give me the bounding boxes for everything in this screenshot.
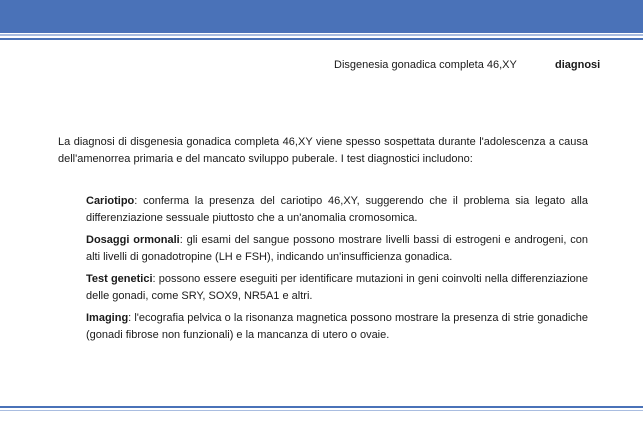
test-description: : l'ecografia pelvica o la risonanza magnetica possono mostrare la presenza di strie gonadiche (gonadi fibrose non funzionali) e la mancanza di utero o ovaie.: [86, 312, 588, 341]
test-description: : gli esami del sangue possono mostrare livelli bassi di estrogeni e androgeni, con alti livelli di gonadotropine (LH e FSH), indicando un'insufficienza gonadica.: [86, 234, 588, 263]
intro-paragraph: La diagnosi di disgenesia gonadica completa 46,XY viene spesso sospettata durante l'adolescenza a causa dell'amenorrea primaria e del mancato sviluppo puberale. I test diagnostici includono:: [58, 136, 588, 165]
footer-rule: [0, 406, 643, 408]
header-band: [0, 0, 643, 33]
test-name: Cariotipo: [86, 195, 135, 207]
section-tag: diagnosi: [555, 59, 601, 71]
test-description: : conferma la presenza del cariotipo 46,XY, suggerendo che il problema sia legato alla differenziazione sessuale piuttosto che a un'anomalia cromosomica.: [86, 195, 588, 224]
test-name: Dosaggi ormonali: [86, 234, 180, 246]
footer-rule-light: [0, 410, 643, 411]
test-name: Imaging: [86, 312, 129, 324]
test-item-test-genetici: [86, 271, 588, 305]
header-rule-light: [0, 34, 643, 36]
slide-title: Disgenesia gonadica completa 46,XY: [334, 59, 517, 71]
header-rule: [0, 38, 643, 40]
test-item-dosaggi-ormonali: [86, 232, 588, 266]
diagnostic-tests-list: [86, 193, 588, 349]
test-item-imaging: [86, 310, 588, 344]
test-name: Test genetici: [86, 273, 153, 285]
test-description: : possono essere eseguiti per identificare mutazioni in geni coinvolti nella differenziazione delle gonadi, come SRY, SOX9, NR5A1 e altri.: [86, 273, 588, 302]
test-item-cariotipo: [86, 193, 588, 227]
